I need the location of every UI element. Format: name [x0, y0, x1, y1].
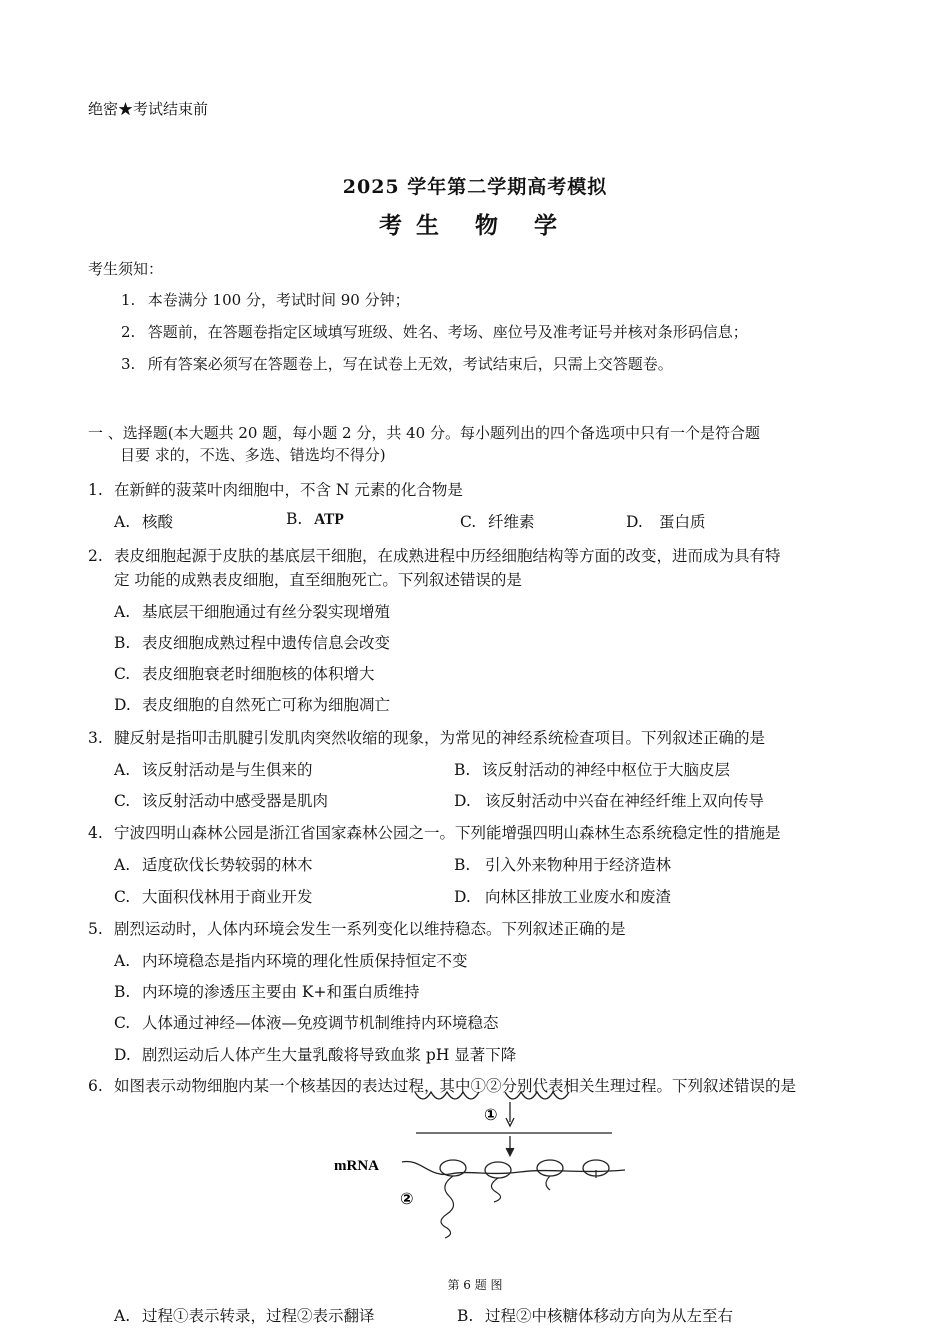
question-number: 1.	[88, 481, 103, 499]
ribosome	[537, 1160, 563, 1176]
option-a: A. 内环境稳态是指内环境的理化性质保持恒定不变	[114, 952, 468, 970]
section-header-line1: 一 、选择题(本大题共 20 题，每小题 2 分，共 40 分。每小题列出的四个备选项中只有一个是符合题	[88, 424, 760, 442]
question-stem: 腱反射是指叩击肌腱引发肌肉突然收缩的现象，为常见的神经系统检查项目。下列叙述正确的是	[114, 729, 766, 747]
question-2	[88, 544, 781, 566]
question-stem: 在新鲜的菠菜叶肉细胞中，不含 N 元素的化合物是	[114, 481, 463, 499]
option-c: C. 纤维素	[460, 513, 535, 531]
question-number: 4.	[88, 824, 103, 842]
polypeptide-chain	[546, 1176, 550, 1190]
option-d: D. 向林区排放工业废水和废渣	[454, 888, 672, 906]
ribosome	[485, 1162, 511, 1178]
option-b: B. 内环境的渗透压主要由 K+和蛋白质维持	[114, 983, 420, 1001]
dna-strand	[415, 1092, 479, 1099]
mrna-label: mRNA	[334, 1158, 379, 1174]
process-2-label: ②	[400, 1189, 414, 1208]
question-number: 5.	[88, 920, 103, 938]
option-a: A. 该反射活动是与生俱来的	[114, 761, 313, 779]
notice-item	[121, 321, 748, 342]
polypeptide-chain	[491, 1178, 500, 1202]
option-b: B. 表皮细胞成熟过程中遗传信息会改变	[114, 634, 391, 652]
option-b: B. 引入外来物种用于经济造林	[454, 856, 672, 874]
option-a: A. 适度砍伐长势较弱的林木	[114, 856, 313, 874]
notice-label: 考生须知：	[88, 260, 164, 278]
question-4	[88, 821, 781, 843]
section-header	[88, 422, 858, 466]
dna-strand	[505, 1092, 569, 1099]
option-c: C. 该反射活动中感受器是肌肉	[114, 792, 329, 810]
notice-item	[121, 289, 410, 310]
notice-item-number: 2.	[121, 323, 136, 341]
question-stem: 如图表示动物细胞内某一个核基因的表达过程，其中①②分别代表相关生理过程。下列叙述错误的是	[114, 1077, 797, 1095]
notice-item-number: 3.	[121, 355, 136, 373]
question-3	[88, 726, 765, 748]
notice-item-text: 本卷满分 100 分，考试时间 90 分钟；	[147, 291, 410, 309]
notice-item-text: 答题前，在答题卷指定区域填写班级、姓名、考场、座位号及准考证号并核对条形码信息；	[147, 323, 748, 341]
subject-title: 考生 物 学	[378, 212, 571, 239]
option-d: D. 蛋白质	[626, 513, 706, 531]
question-stem: 表皮细胞起源于皮肤的基底层干细胞，在成熟进程中历经细胞结构等方面的改变，进而成为具有特	[114, 547, 781, 565]
option-c: C. 人体通过神经—体液—免疫调节机制维持内环境稳态	[114, 1014, 499, 1032]
option-c: C. 表皮细胞衰老时细胞核的体积增大	[114, 665, 375, 683]
polypeptide-chain	[441, 1176, 454, 1238]
question-5	[88, 917, 626, 939]
option-b: B. 过程②中核糖体移动方向为从左至右	[457, 1307, 734, 1325]
notice-item-text: 所有答案必须写在答题卷上，写在试卷上无效，考试结束后，只需上交答题卷。	[147, 355, 673, 373]
process-1-label: ①	[484, 1105, 498, 1124]
question-number: 2.	[88, 547, 103, 565]
question-number: 3.	[88, 729, 103, 747]
notice-item-number: 1.	[121, 291, 136, 309]
option-d: D. 表皮细胞的自然死亡可称为细胞凋亡	[114, 696, 391, 714]
option-a: A. 基底层干细胞通过有丝分裂实现增殖	[114, 603, 391, 621]
exam-title: 2025 学年第二学期高考模拟	[342, 176, 608, 198]
mrna-strand	[402, 1161, 625, 1174]
notice-item	[121, 353, 673, 374]
secret-label: 绝密★考试结束前	[88, 100, 209, 118]
question-stem: 剧烈运动时，人体内环境会发生一系列变化以维持稳态。下列叙述正确的是	[114, 920, 626, 938]
figure-caption: 第 6 题 图	[447, 1278, 503, 1292]
question-1	[88, 478, 463, 500]
question-stem: 宁波四明山森林公园是浙江省国家森林公园之一。下列能增强四明山森林生态系统稳定性的措施是	[114, 824, 781, 842]
option-b: B. ATP	[286, 510, 344, 528]
option-a: A. 过程①表示转录，过程②表示翻译	[114, 1307, 375, 1325]
option-d: D. 该反射活动中兴奋在神经纤维上双向传导	[454, 792, 765, 810]
option-b: B. 该反射活动的神经中枢位于大脑皮层	[454, 761, 731, 779]
section-header-line2: 目要 求的，不选、多选、错选均不得分)	[120, 446, 386, 464]
option-a: A. 核酸	[114, 513, 174, 531]
gene-expression-figure	[320, 1090, 640, 1240]
arrow-head	[506, 1148, 514, 1156]
question-number: 6.	[88, 1077, 103, 1095]
option-c: C. 大面积伐林用于商业开发	[114, 888, 313, 906]
question-stem-continued: 定 功能的成熟表皮细胞，直至细胞死亡。下列叙述错误的是	[114, 571, 522, 589]
option-d: D. 剧烈运动后人体产生大量乳酸将导致血浆 pH 显著下降	[114, 1046, 517, 1064]
